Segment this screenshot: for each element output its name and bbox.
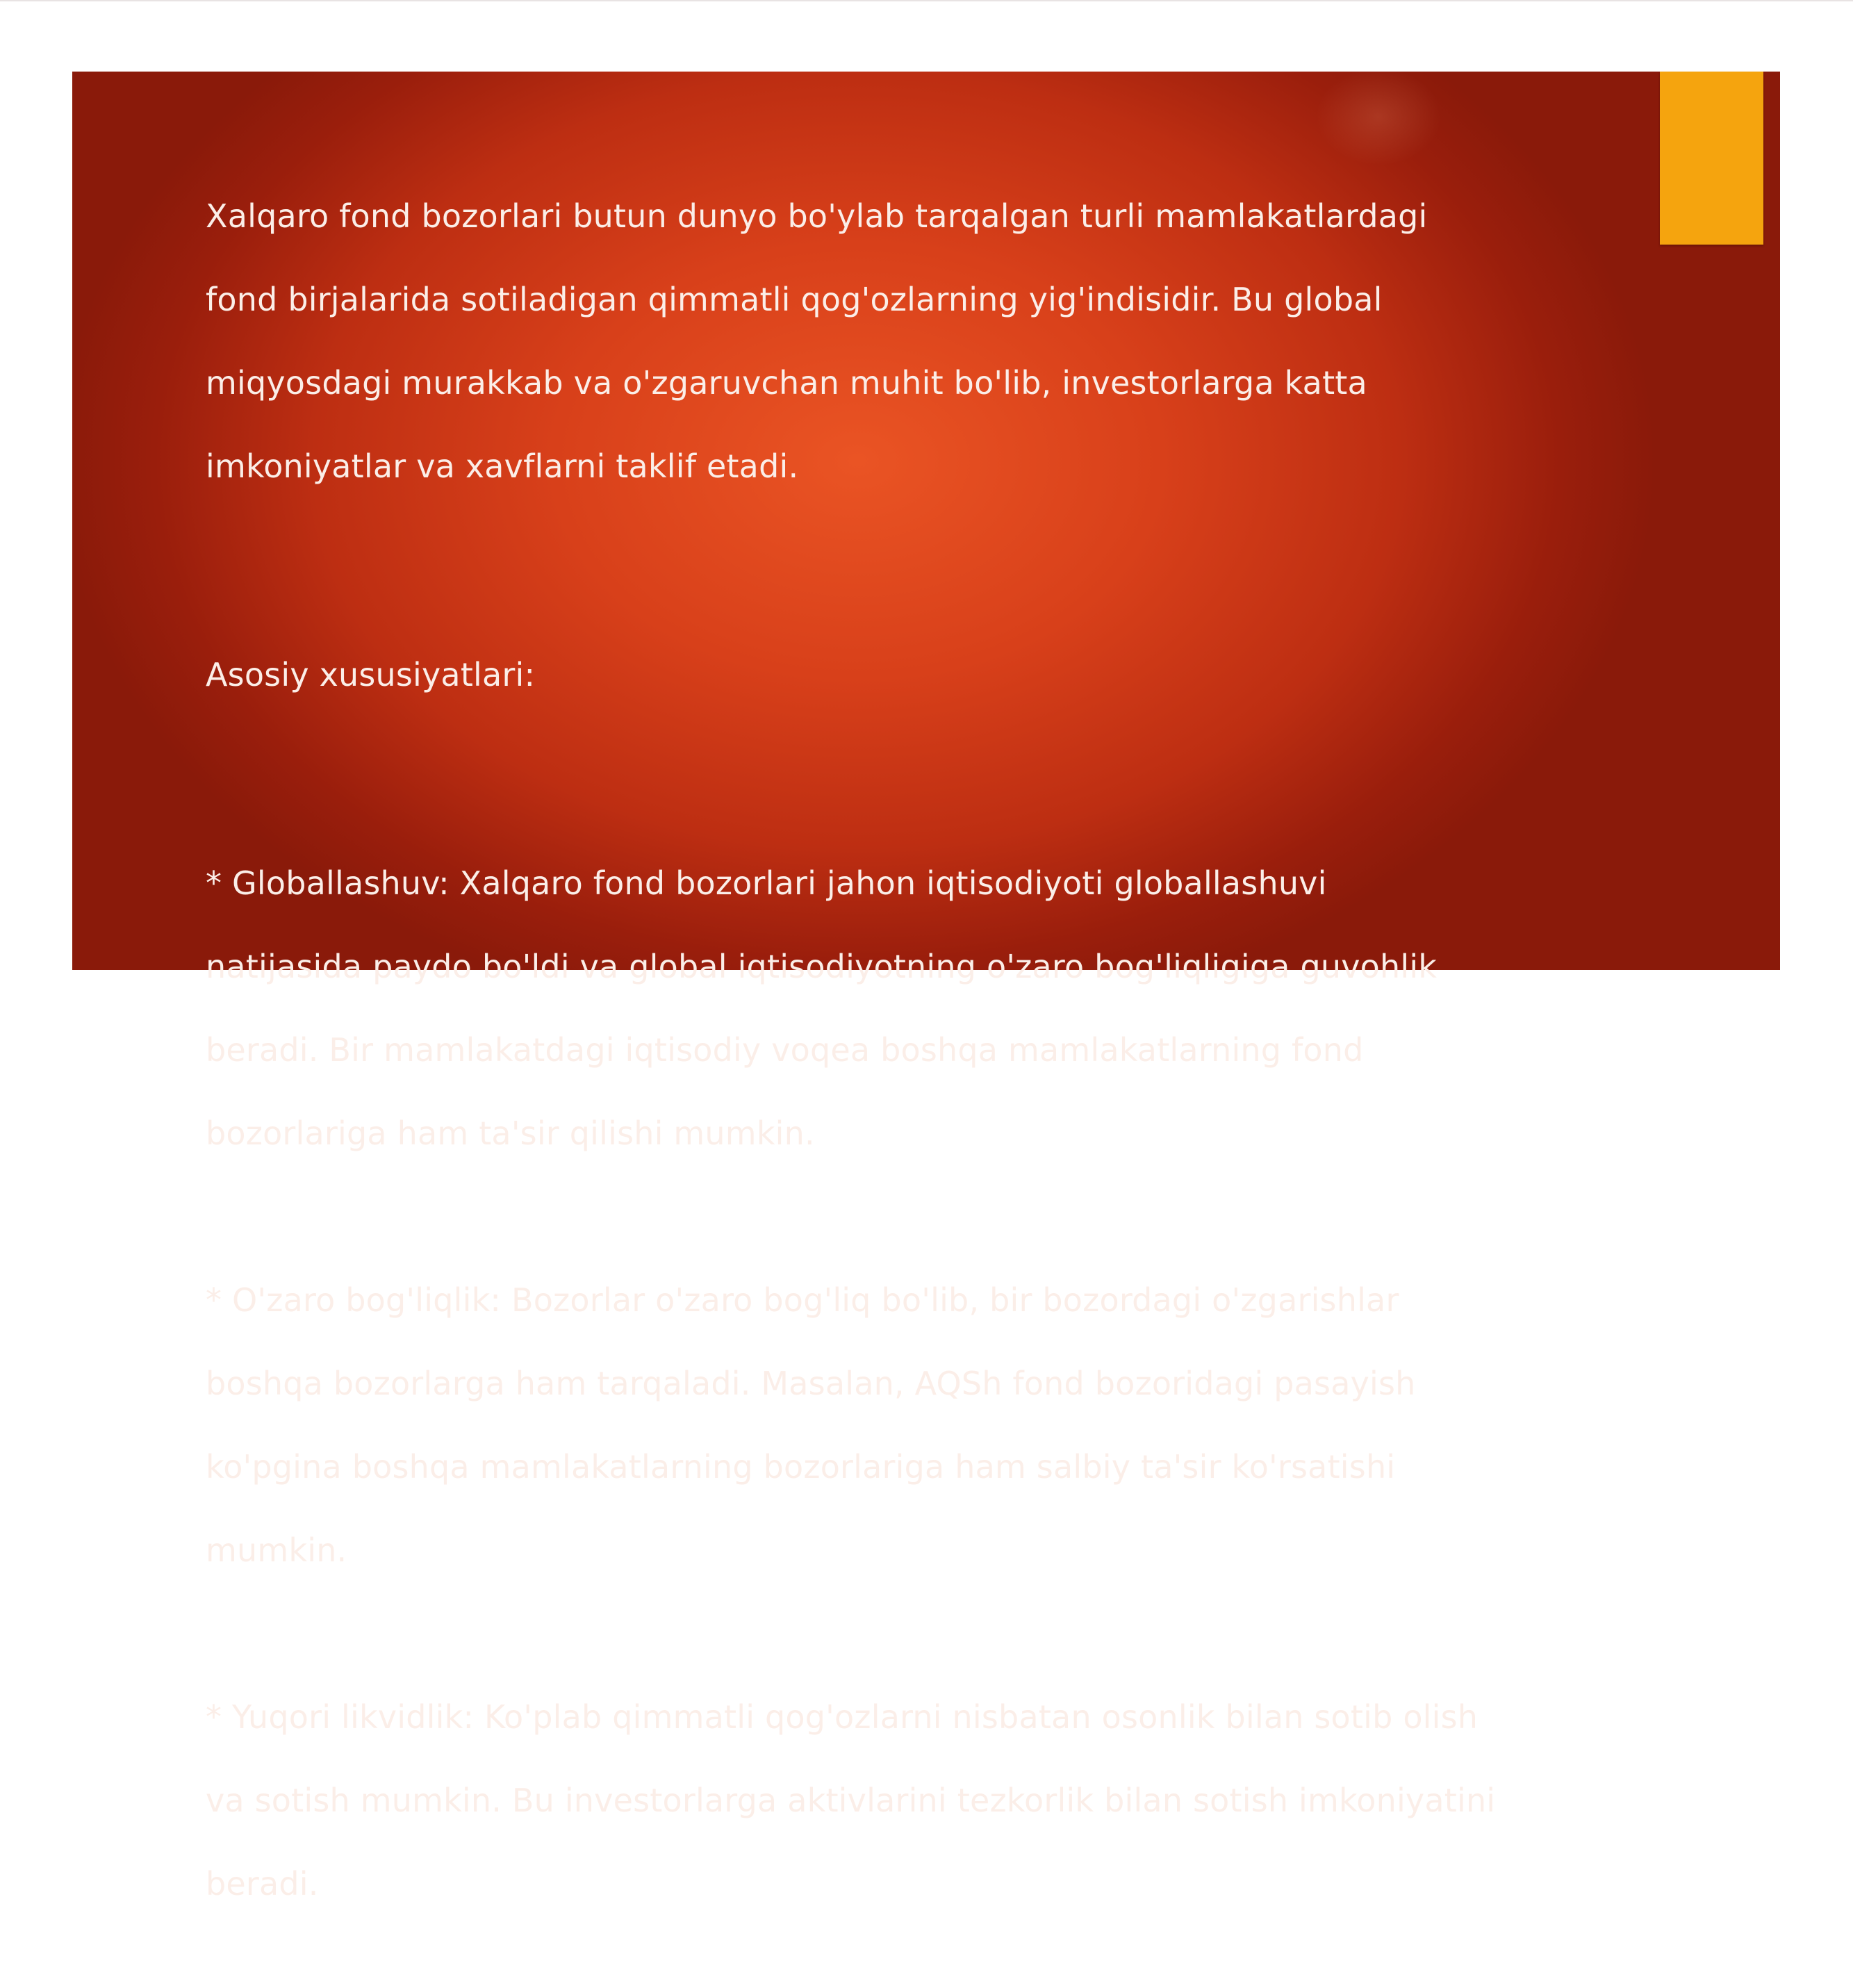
slide-body-text <box>206 112 1540 1988</box>
bullet-line: * Yuqori likvidlik: Ko'plab qimmatli qog'ozlarni nisbatan osonlik bilan sotib olish <box>206 1698 1479 1736</box>
intro-line: Xalqaro fond bozorlari butun dunyo bo'ylab tarqalgan turli mamlakatlardagi <box>206 197 1428 235</box>
intro-paragraph <box>206 154 1540 529</box>
bullet-line: ko'pgina boshqa mamlakatlarning bozorlariga ham salbiy ta'sir ko'rsatishi <box>206 1448 1396 1486</box>
bullet-line: boshqa bozorlarga ham tarqaladi. Masalan, AQSh fond bozoridagi pasayish <box>206 1365 1416 1402</box>
bullet-line: bozorlariga ham ta'sir qilishi mumkin. <box>206 1115 815 1152</box>
slide-canvas <box>72 72 1780 1903</box>
top-border-line <box>0 0 1853 1</box>
features-heading: Asosiy xususiyatlari: <box>206 656 536 693</box>
paragraph-gap <box>206 737 1540 779</box>
bullet-line: beradi. Bir mamlakatdagi iqtisodiy voqea boshqa mamlakatlarning fond <box>206 1031 1364 1069</box>
bullet-yuqori-likvidlik <box>206 1654 1540 1946</box>
bullet-line: va sotish mumkin. Bu investorlarga aktivlarini tezkorlik bilan sotish imkoniyatini <box>206 1782 1496 1819</box>
bullet-globallashuv <box>206 821 1540 1196</box>
bullet-line: mumkin. <box>206 1531 347 1569</box>
bullet-ozaro-bogliqlik <box>206 1238 1540 1613</box>
intro-line: miqyosdagi murakkab va o'zgaruvchan muhit bo'lib, investorlarga katta <box>206 364 1367 402</box>
bullet-line: * Globallashuv: Xalqaro fond bozorlari jahon iqtisodiyoti globallashuvi <box>206 864 1327 902</box>
intro-line: imkoniyatlar va xavflarni taklif etadi. <box>206 447 799 485</box>
bullet-line: beradi. <box>206 1865 319 1903</box>
accent-tab <box>1660 72 1763 245</box>
paragraph-gap <box>206 570 1540 612</box>
bullet-line: natijasida paydo bo'ldi va global iqtisodiyotning o'zaro bog'liqligiga guvohlik <box>206 948 1438 985</box>
intro-line: fond birjalarida sotiladigan qimmatli qog'ozlarning yig'indisidir. Bu global <box>206 281 1383 318</box>
bullet-line: * O'zaro bog'liqlik: Bozorlar o'zaro bog'liq bo'lib, bir bozordagi o'zgarishlar <box>206 1281 1399 1319</box>
